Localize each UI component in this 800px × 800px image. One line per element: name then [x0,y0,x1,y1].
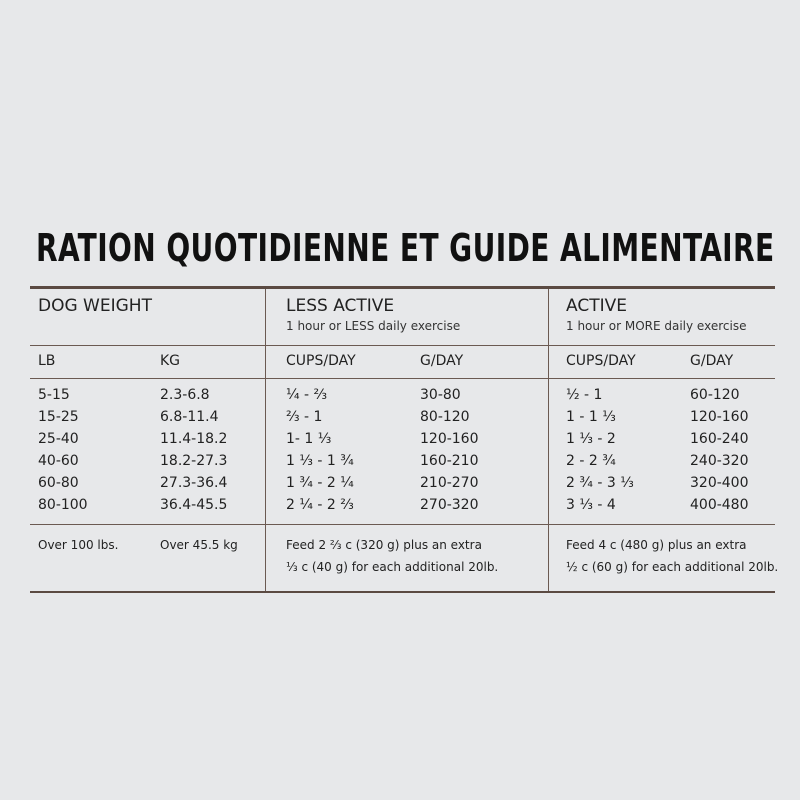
cell-less-active-g: 160-210 [420,453,479,469]
footer-lb: Over 100 lbs. [38,538,119,552]
cell-less-active-cups: ⅔ - 1 [286,409,323,425]
cell-active-cups: 2 ¾ - 3 ⅓ [566,475,634,491]
cell-active-g: 120-160 [690,409,749,425]
cell-active-cups: 2 - 2 ¾ [566,453,616,469]
group-header-active: ACTIVE [566,296,627,316]
cell-active-g: 60-120 [690,387,740,403]
cell-less-active-g: 80-120 [420,409,470,425]
table-bottom-rule [30,591,775,593]
cell-kg: 18.2-27.3 [160,453,228,469]
group-sub-less-active: 1 hour or LESS daily exercise [286,319,461,333]
footer-less-active-line2: ⅓ c (40 g) for each additional 20lb. [286,560,499,574]
column-header-less-active-g: G/DAY [420,353,464,369]
cell-lb: 40-60 [38,453,79,469]
cell-less-active-cups: ¼ - ⅔ [286,387,328,403]
column-header-less-active-cups: CUPS/DAY [286,353,356,369]
cell-kg: 11.4-18.2 [160,431,228,447]
page-title: RATION QUOTIDIENNE ET GUIDE ALIMENTAIRE [36,226,775,270]
group-sub-active: 1 hour or MORE daily exercise [566,319,747,333]
cell-lb: 80-100 [38,497,88,513]
column-header-active-g: G/DAY [690,353,734,369]
table-top-rule [30,286,775,289]
cell-less-active-g: 120-160 [420,431,479,447]
cell-active-cups: 1 - 1 ⅓ [566,409,616,425]
cell-kg: 36.4-45.5 [160,497,228,513]
cell-active-g: 320-400 [690,475,749,491]
cell-kg: 6.8-11.4 [160,409,219,425]
column-divider-2 [548,289,549,591]
cell-less-active-g: 210-270 [420,475,479,491]
group-header-less-active: LESS ACTIVE [286,296,395,316]
column-divider-1 [265,289,266,591]
column-header-active-cups: CUPS/DAY [566,353,636,369]
cell-active-cups: 3 ⅓ - 4 [566,497,616,513]
footer-less-active-line1: Feed 2 ⅔ c (320 g) plus an extra [286,538,482,552]
cell-active-cups: ½ - 1 [566,387,603,403]
cell-less-active-g: 30-80 [420,387,461,403]
body-divider [30,524,775,525]
footer-active-line1: Feed 4 c (480 g) plus an extra [566,538,747,552]
cell-less-active-cups: 1 ⅓ - 1 ¾ [286,453,354,469]
cell-kg: 27.3-36.4 [160,475,228,491]
header-divider [30,345,775,346]
column-header-divider [30,378,775,379]
footer-active-line2: ½ c (60 g) for each additional 20lb. [566,560,779,574]
group-header-dog-weight: DOG WEIGHT [38,296,152,316]
cell-active-cups: 1 ⅓ - 2 [566,431,616,447]
cell-active-g: 400-480 [690,497,749,513]
cell-less-active-cups: 1- 1 ⅓ [286,431,332,447]
cell-lb: 25-40 [38,431,79,447]
column-header-lb: LB [38,353,56,369]
cell-lb: 60-80 [38,475,79,491]
cell-active-g: 160-240 [690,431,749,447]
cell-less-active-cups: 2 ¼ - 2 ⅔ [286,497,354,513]
cell-lb: 15-25 [38,409,79,425]
cell-less-active-g: 270-320 [420,497,479,513]
column-header-kg: KG [160,353,181,369]
cell-active-g: 240-320 [690,453,749,469]
footer-kg: Over 45.5 kg [160,538,238,552]
cell-kg: 2.3-6.8 [160,387,210,403]
cell-lb: 5-15 [38,387,70,403]
cell-less-active-cups: 1 ¾ - 2 ¼ [286,475,354,491]
